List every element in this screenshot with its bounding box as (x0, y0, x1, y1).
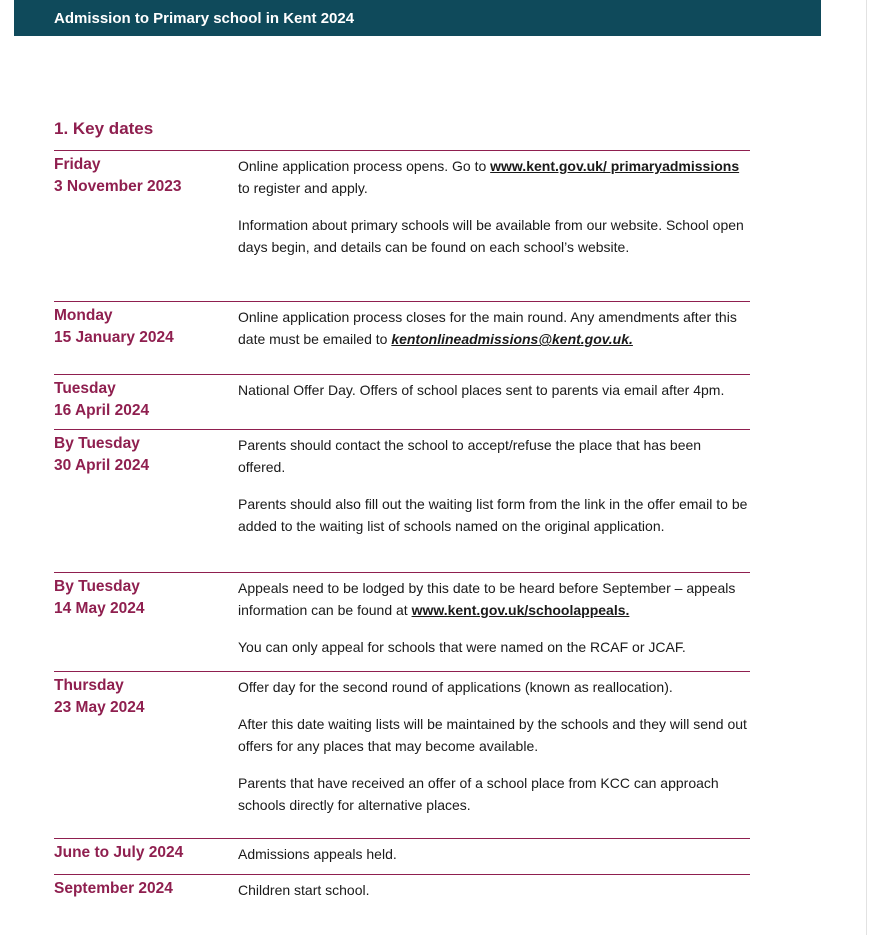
row-date (54, 576, 229, 620)
row-description (238, 375, 750, 401)
row-paragraph: You can only appeal for schools that were named on the RCAF or JCAF. (238, 639, 686, 655)
row-text: to register and apply. (238, 180, 368, 196)
key-date-row (54, 572, 750, 671)
row-text: Online application process closes for the main round. Any amendments after this date must be emailed to (238, 309, 737, 347)
row-description (238, 302, 750, 350)
page-title: Admission to Primary school in Kent 2024 (54, 10, 355, 27)
row-description (238, 839, 750, 865)
row-paragraph: Parents should contact the school to accept/refuse the place that has been offered. (238, 437, 702, 475)
row-paragraph: Parents that have received an offer of a school place from KCC can approach schools directly for alternative places. (238, 775, 719, 813)
row-date-day: Tuesday (54, 380, 116, 397)
row-date-full: 16 April 2024 (54, 402, 150, 419)
row-date-full: 14 May 2024 (54, 600, 145, 617)
key-date-row (54, 838, 750, 874)
row-description (238, 430, 750, 537)
row-paragraph: Children start school. (238, 882, 370, 898)
row-paragraph (238, 306, 750, 350)
row-description (238, 573, 750, 658)
row-date-full: 30 April 2024 (54, 457, 150, 474)
primary-admissions-link[interactable]: www.kent.gov.uk/ primaryadmissions (490, 158, 740, 174)
key-date-row (54, 301, 750, 374)
row-date-day: Monday (54, 307, 113, 324)
school-appeals-link[interactable]: www.kent.gov.uk/schoolappeals. (411, 602, 630, 618)
row-date-full: June to July 2024 (54, 844, 184, 861)
key-date-row (54, 150, 750, 301)
scrollbar-edge (866, 0, 867, 935)
row-date (54, 378, 229, 422)
row-date (54, 154, 229, 198)
row-description (238, 151, 750, 258)
row-paragraph: National Offer Day. Offers of school places sent to parents via email after 4pm. (238, 382, 725, 398)
row-date (54, 878, 229, 900)
row-date-day: Friday (54, 156, 101, 173)
row-date (54, 842, 229, 864)
row-date (54, 433, 229, 477)
row-paragraph (238, 577, 750, 621)
row-text: Online application process opens. Go to (238, 158, 491, 174)
row-paragraph: Offer day for the second round of applications (known as reallocation). (238, 679, 673, 695)
row-date-full: September 2024 (54, 880, 173, 897)
row-date (54, 305, 229, 349)
row-description (238, 875, 750, 901)
row-date-full: 15 January 2024 (54, 329, 174, 346)
row-date (54, 675, 229, 719)
row-paragraph: After this date waiting lists will be maintained by the schools and they will send out offers for any places that may become available. (238, 716, 747, 754)
row-date-full: 23 May 2024 (54, 699, 145, 716)
header-bar (14, 0, 821, 36)
row-description (238, 672, 750, 816)
row-paragraph: Admissions appeals held. (238, 846, 397, 862)
row-paragraph (238, 155, 750, 199)
admissions-email-link[interactable]: kentonlineadmissions@kent.gov.uk. (391, 331, 633, 347)
key-date-row (54, 429, 750, 572)
key-date-row (54, 874, 750, 909)
row-paragraph: Parents should also fill out the waiting list form from the link in the offer email to be added to the waiting list of schools named on the original application. (238, 496, 748, 534)
key-date-row (54, 374, 750, 429)
row-date-full: 3 November 2023 (54, 178, 182, 195)
section-title: 1. Key dates (54, 119, 154, 138)
key-dates-table (54, 150, 750, 909)
row-date-day: Thursday (54, 677, 124, 694)
row-date-day: By Tuesday (54, 435, 140, 452)
key-date-row (54, 671, 750, 838)
row-paragraph: Information about primary schools will be available from our website. School open days begin, and details can be found on each school’s website. (238, 217, 744, 255)
row-text: Appeals need to be lodged by this date to be heard before September – appeals information can be found at (238, 580, 736, 618)
row-date-day: By Tuesday (54, 578, 140, 595)
